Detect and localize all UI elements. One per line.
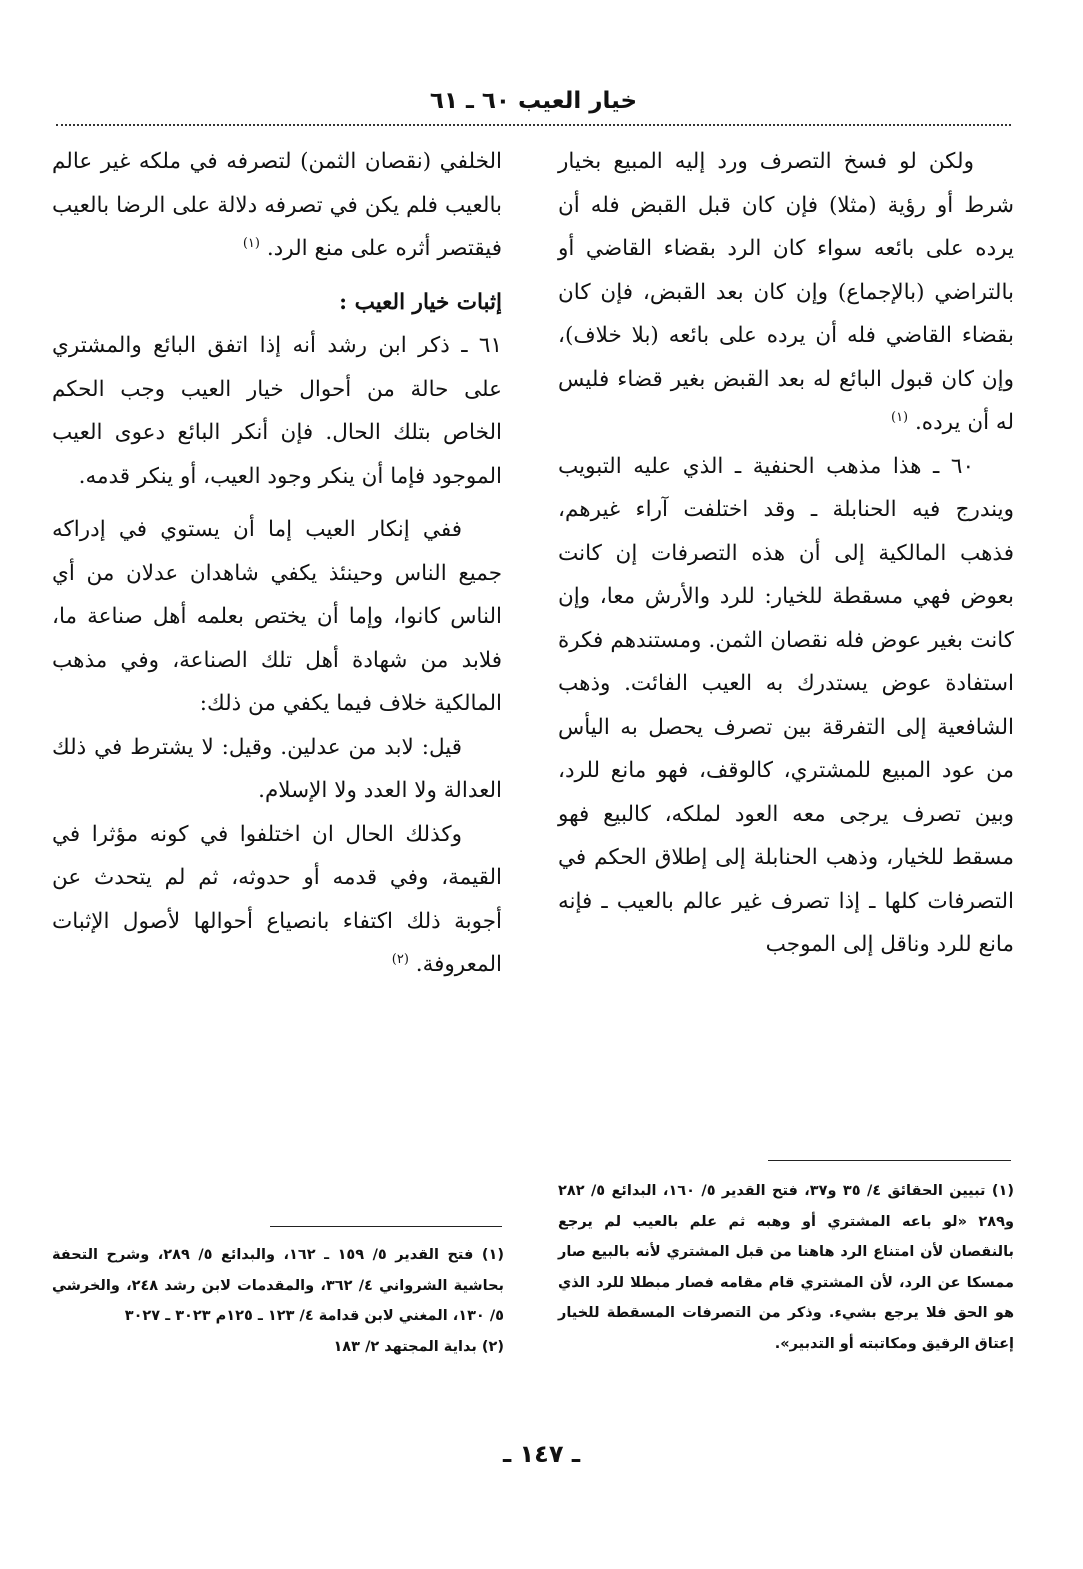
paragraph-left-4: قيل: لابد من عدلين. وقيل: لا يشترط في ذلك العدالة ولا العدد ولا الإسلام. bbox=[52, 734, 502, 803]
paragraph-text: وكذلك الحال ان اختلفوا في كونه مؤثرا في القيمة، وفي قدمه أو حدوثه، ثم لم يتحدث عن أجوبة ذلك اكتفاء بانصياع أحوالها لأصول الإثبات المعروفة. bbox=[52, 821, 502, 977]
footnote-rule-right bbox=[768, 1160, 1011, 1161]
paragraph-left-1 bbox=[52, 140, 502, 271]
paragraph-right-1 bbox=[558, 140, 1014, 445]
page-title: خيار العيب ٦٠ ـ ٦١ bbox=[429, 88, 638, 114]
paragraph-text: الخلفي (نقصان الثمن) لتصرفه في ملكه غير عالم بالعيب فلم يكن في تصرفه دلالة على الرضا بالعيب فيقتصر أثره على منع الرد. bbox=[52, 149, 502, 261]
paragraph-left-3: ففي إنكار العيب إما أن يستوي في إدراكه جميع الناس وحينئذ يكفي شاهدان عدلان من أي الناس كانوا، وإما أن يختص بعلمه أهل صناعة ما، فلابد من شهادة أهل تلك الصناعة، وفي مذهب المالكية خلاف فيما يكفي من ذلك: bbox=[52, 517, 502, 716]
paragraph-left-2: ٦١ ـ ذكر ابن رشد أنه إذا اتفق البائع والمشتري على حالة من أحوال خيار العيب وجب الحكم الخاص بتلك الحال. فإن أنكر البائع دعوى العيب الموجود فإما أن ينكر وجود العيب، أو ينكر قدمه. bbox=[52, 333, 502, 489]
right-column bbox=[558, 140, 1014, 967]
paragraph-text: ولكن لو فسخ التصرف ورد إليه المبيع بخيار شرط أو رؤية (مثلا) فإن كان قبل القبض فله أن يرده على بائعه سواء كان الرد بقضاء القاضي أو بالتراضي (بالإجماع) وإن كان بعد القبض، فإن كان بقضاء القاضي فله أن يرده على بائعه (بلا خلاف)، وإن كان قبول البائع له بعد القبض بغير قضاء فليس له أن يرده. bbox=[558, 149, 1014, 435]
paragraph-left-5 bbox=[52, 813, 502, 987]
footnotes-left bbox=[52, 1240, 504, 1362]
footnote-rule-left bbox=[270, 1226, 502, 1227]
footnote-left-1: (١) فتح القدير ٥/ ١٥٩ ـ ١٦٢، والبدائع ٥/ ٢٨٩، وشرح التحفة بحاشية الشرواني ٤/ ٣٦٢، والمقدمات لابن رشد ٢٤٨، والخرشي ٥/ ١٣٠، المغني لابن قدامة ٤/ ١٢٣ ـ ١٢٥م ٣٠٢٣ ـ ٣٠٢٧ bbox=[52, 1247, 504, 1324]
left-column bbox=[52, 140, 502, 987]
page-number: ـ ١٤٧ ـ bbox=[502, 1440, 581, 1468]
paragraph-right-2: ٦٠ ـ هذا مذهب الحنفية ـ الذي عليه التبويب ويندرج فيه الحنابلة ـ وقد اختلفت آراء غيرهم، فذهب المالكية إلى أن هذه التصرفات إن كانت بعوض فهي مسقطة للخيار: للرد والأرش معا، وإن كانت بغير عوض فله نقصان الثمن. ومستندهم فكرة استفادة عوض يستدرك به العيب الفائت. وذهب الشافعية إلى التفرقة بين تصرف يحصل به اليأس من عود المبيع للمشتري، كالوقف، فهو مانع للرد، وبين تصرف يرجى معه العود لملكه، كالبيع فهو مسقط للخيار، وذهب الحنابلة إلى إطلاق الحكم في التصرفات كلها ـ إذا تصرف غير عالم بالعيب ـ فإنه مانع للرد وناقل إلى الموجب bbox=[558, 453, 1014, 957]
section-heading: إثبات خيار العيب : bbox=[339, 289, 502, 315]
footnote-ref: (١) bbox=[890, 409, 909, 425]
footnote-ref: (٢) bbox=[391, 951, 409, 967]
footnote-ref: (١) bbox=[242, 235, 260, 251]
footnotes-right bbox=[558, 1176, 1014, 1359]
running-header bbox=[56, 84, 1011, 122]
footnote-left-2: (٢) بداية المجتهد ٢/ ١٨٣ bbox=[333, 1338, 504, 1355]
footnote-right-1: (١) تبيين الحقائق ٤/ ٣٥ و٣٧، فتح القدير ٥/ ١٦٠، البدائع ٥/ ٢٨٢ و٢٨٩ «لو باعه المشتري أو وهبه ثم علم بالعيب لم يرجع بالنقصان لأن امتناع الرد هاهنا من قبل المشتري لأنه بالبيع صار ممسكا عن الرد، لأن المشتري قام مقامه فصار مبطلا للرد الذي هو الحق فلا يرجع بشيء. وذكر من التصرفات المسقطة للخيار إعتاق الرقيق ومكاتبته أو التدبير». bbox=[558, 1183, 1014, 1352]
header-dotted-rule bbox=[56, 124, 1011, 126]
